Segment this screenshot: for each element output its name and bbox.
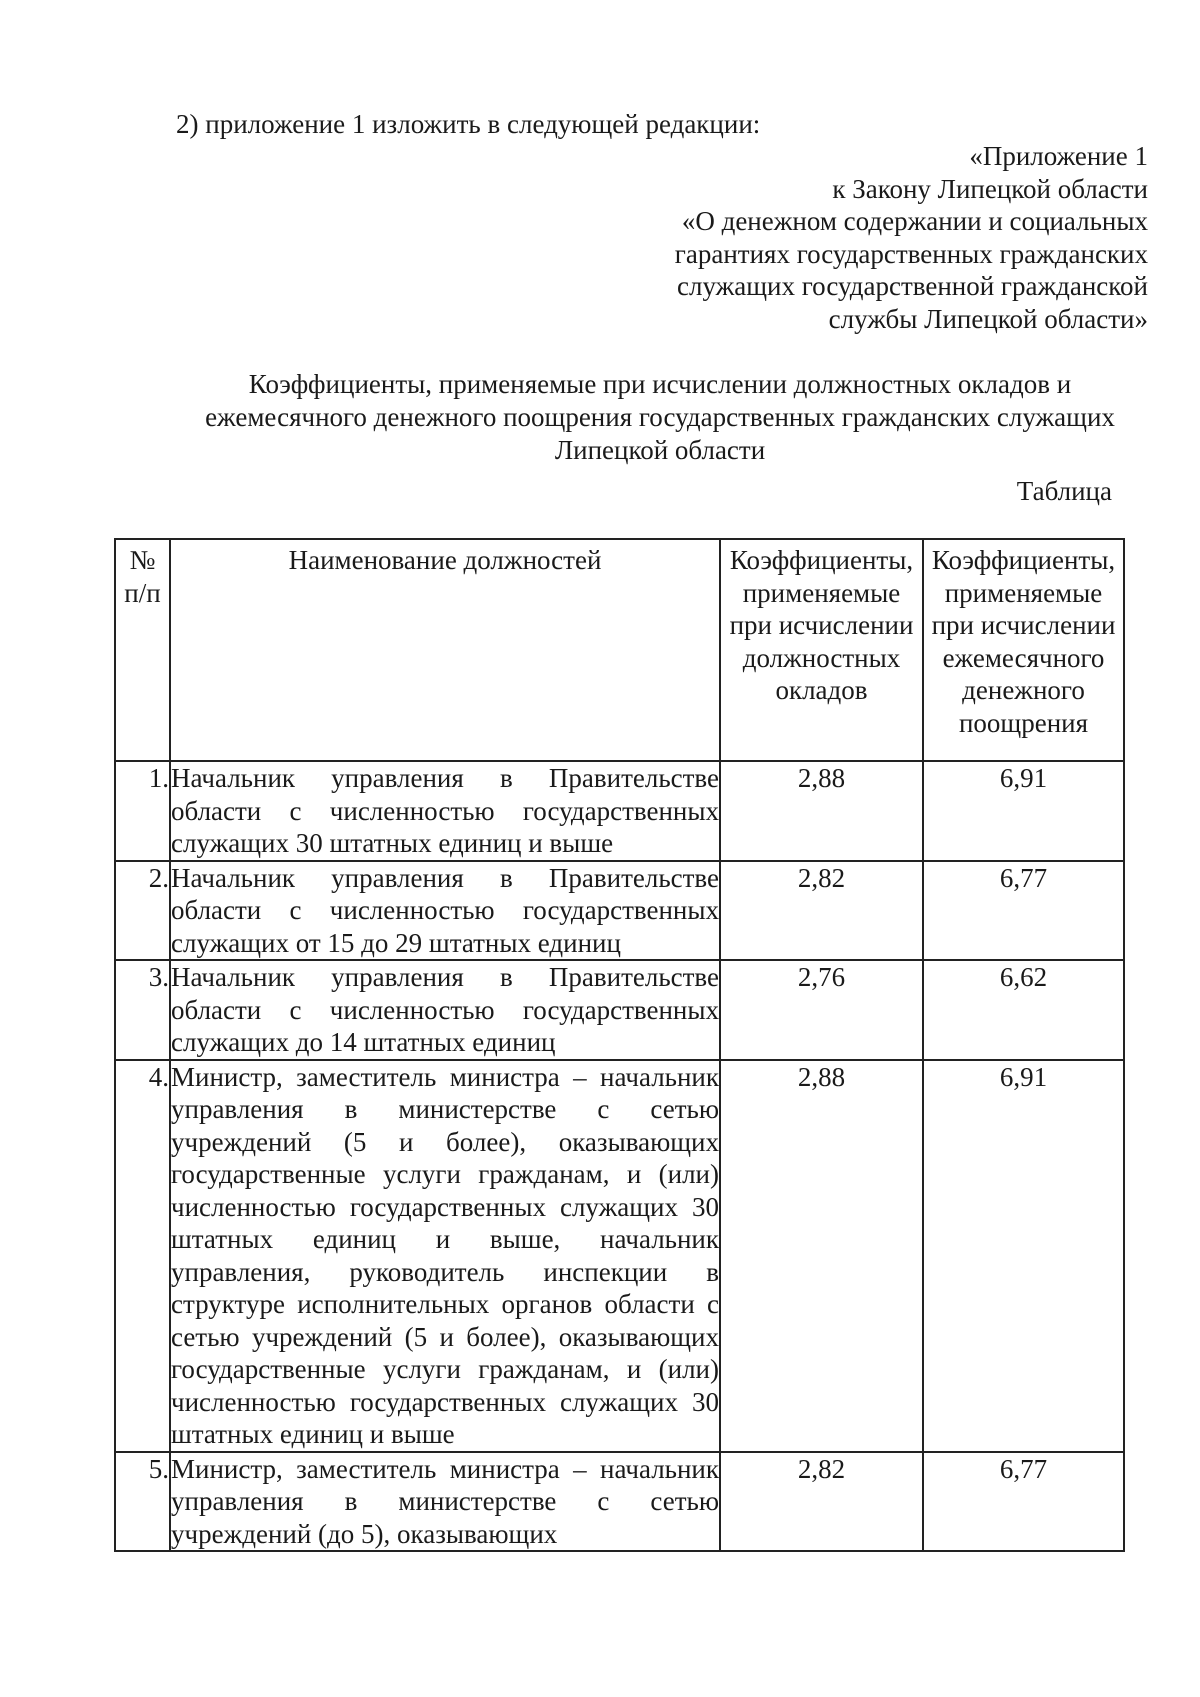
appendix-line: «О денежном содержании и социальных <box>681 206 1148 236</box>
document-title <box>110 368 1200 467</box>
header-number-text: № п/п <box>124 545 161 608</box>
row-salary-coefficient: 2,82 <box>720 861 923 961</box>
row-position-name <box>170 1452 720 1552</box>
appendix-line: службы Липецкой области» <box>828 303 1148 334</box>
row-salary-coefficient: 2,82 <box>720 1452 923 1552</box>
header-salary-coefficient <box>720 539 923 761</box>
row-bonus-coefficient: 6,77 <box>923 1452 1124 1552</box>
header-bonus-coefficient-text: Коэффициенты, применяемые при исчислении ежемесячного денежного поощрения <box>931 545 1116 738</box>
row-number: 2. <box>115 861 170 961</box>
row-number: 4. <box>115 1060 170 1452</box>
row-position-name <box>170 861 720 961</box>
appendix-line: гарантиях государственных гражданских <box>674 238 1148 269</box>
row-bonus-coefficient: 6,91 <box>923 761 1124 861</box>
row-position-name <box>170 1060 720 1452</box>
coefficients-table <box>114 538 1125 1552</box>
row-bonus-coefficient: 6,77 <box>923 861 1124 961</box>
header-salary-coefficient-text: Коэффициенты, применяемые при исчислении должностных окладов <box>729 545 914 705</box>
appendix-line: «Приложение 1 <box>969 141 1148 171</box>
row-salary-coefficient: 2,88 <box>720 1060 923 1452</box>
intro-paragraph: 2) приложение 1 изложить в следующей редакции: <box>176 109 761 139</box>
row-number: 3. <box>115 960 170 1060</box>
table-row <box>115 1452 1124 1552</box>
table-header-row <box>115 539 1124 761</box>
row-salary-coefficient: 2,76 <box>720 960 923 1060</box>
appendix-line: к Закону Липецкой области <box>832 173 1148 204</box>
row-bonus-coefficient: 6,91 <box>923 1060 1124 1452</box>
table-row <box>115 761 1124 861</box>
header-position-name <box>170 539 720 761</box>
title-line: ежемесячного денежного поощрения государственных гражданских служащих <box>205 402 1115 432</box>
row-position-text: Министр, заместитель министра – начальник управления в министерстве с сетью учреждений (до 5), оказывающих <box>171 1453 719 1549</box>
row-position-name <box>170 960 720 1060</box>
title-line: Липецкой области <box>554 435 766 465</box>
header-position-name-text: Наименование должностей <box>288 545 602 575</box>
row-position-text: Министр, заместитель министра – начальник управления в министерстве с сетью учреждений (5 и более), оказывающих государственные услуги гражданам, и (или) численностью государственных служащих 30 штатных единиц и выше, начальник управления, руководитель инспекции в структуре исполнительных органов области с сетью учреждений (5 и более), оказывающих государственные услуги гражданам, и (или) численностью государственных служащих 30 штатных единиц и выше <box>171 1061 719 1449</box>
title-line: Коэффициенты, применяемые при исчислении должностных окладов и <box>248 369 1072 399</box>
row-position-text: Начальник управления в Правительстве области с численностью государственных служащих от 15 до 29 штатных единиц <box>171 862 719 958</box>
row-salary-coefficient: 2,88 <box>720 761 923 861</box>
appendix-line: служащих государственной гражданской <box>677 271 1148 301</box>
table-label: Таблица <box>1016 476 1112 506</box>
row-bonus-coefficient: 6,62 <box>923 960 1124 1060</box>
row-position-text: Начальник управления в Правительстве области с численностью государственных служащих до 14 штатных единиц <box>171 962 719 1057</box>
table-row <box>115 861 1124 961</box>
table-row <box>115 1060 1124 1452</box>
table-row <box>115 960 1124 1060</box>
row-position-text: Начальник управления в Правительстве области с численностью государственных служащих 30 штатных единиц и выше <box>171 763 719 858</box>
row-number: 5. <box>115 1452 170 1552</box>
row-position-name <box>170 761 720 861</box>
header-number <box>115 539 170 761</box>
row-number: 1. <box>115 761 170 861</box>
header-bonus-coefficient <box>923 539 1124 761</box>
appendix-reference <box>675 140 1148 335</box>
